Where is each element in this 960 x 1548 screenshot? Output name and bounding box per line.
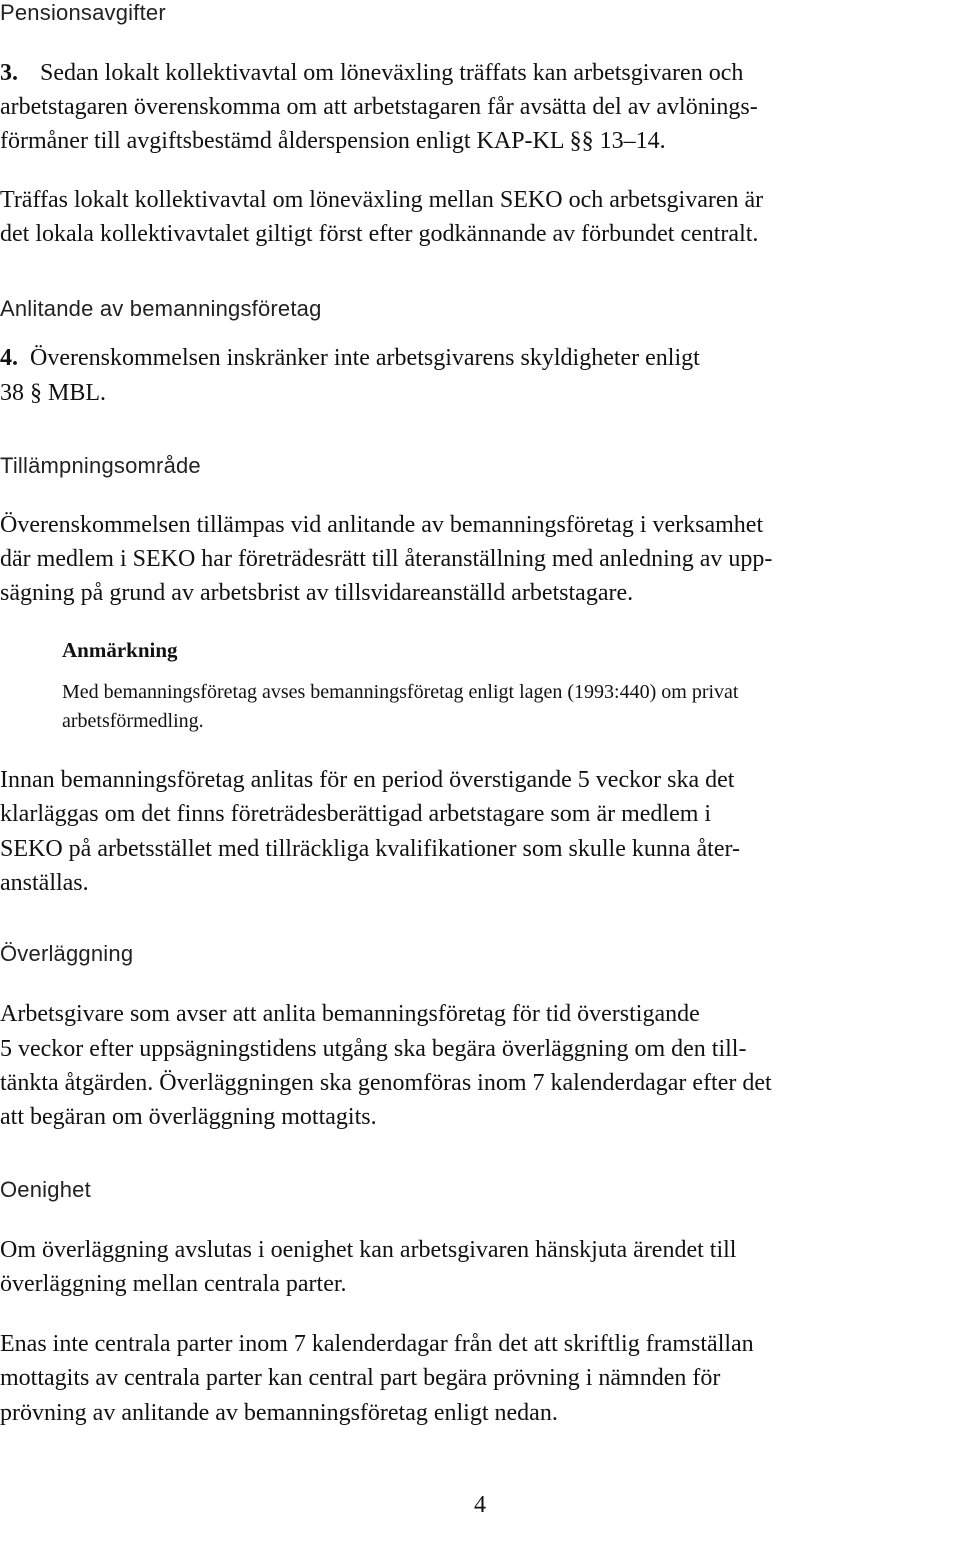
disagree-para2-line-1: Enas inte centrala parter inom 7 kalenderdagar från det att skriftlig framställan <box>0 1331 754 1357</box>
consult-para-line-4: att begäran om överläggning mottagits. <box>0 1104 377 1130</box>
scope-para-line-3: sägning på grund av arbetsbrist av tillsvidareanställd arbetstagare. <box>0 580 634 606</box>
heading-oenighet: Oenighet <box>0 1177 91 1202</box>
scope-para2-line-4: anställas. <box>0 870 89 896</box>
item-4-line-2: 38 § MBL. <box>0 380 107 406</box>
item-3-number: 3. <box>0 60 18 86</box>
disagree-para-line-1: Om överläggning avslutas i oenighet kan arbetsgivaren hänskjuta ärendet till <box>0 1237 737 1263</box>
scope-para2-line-1: Innan bemanningsföretag anlitas för en period överstigande 5 veckor ska det <box>0 767 735 793</box>
consult-para-line-3: tänkta åtgärden. Överläggningen ska genomföras inom 7 kalenderdagar efter det <box>0 1070 772 1096</box>
item-4-line-1: 4. Överenskommelsen inskränker inte arbetsgivarens skyldigheter enligt <box>0 345 700 371</box>
pension-para-line-2: det lokala kollektivavtalet giltigt först efter godkännande av förbundet centralt. <box>0 221 759 247</box>
scope-para2-line-2: klarläggas om det finns företrädesberättigad arbetstagare som är medlem i <box>0 801 712 827</box>
scope-para2-line-3: SEKO på arbetsstället med tillräckliga kvalifikationer som skulle kunna åter- <box>0 836 740 862</box>
item-3-line-1: 3. Sedan lokalt kollektivavtal om löneväxling träffats kan arbetsgivaren och <box>0 60 744 86</box>
disagree-para2-line-2: mottagits av centrala parter kan central part begära prövning i nämnden för <box>0 1365 721 1391</box>
consult-para-line-2: 5 veckor efter uppsägningstidens utgång ska begära överläggning om den till- <box>0 1036 747 1062</box>
item-4-number: 4. <box>0 345 18 371</box>
pension-para-line-1: Träffas lokalt kollektivavtal om löneväxling mellan SEKO och arbetsgivaren är <box>0 187 764 213</box>
scope-para-line-2: där medlem i SEKO har företrädesrätt till återanställning med anledning av upp- <box>0 546 773 572</box>
heading-anlitande: Anlitande av bemanningsföretag <box>0 296 322 321</box>
item-3-line-3: förmåner till avgiftsbestämd ålderspension enligt KAP-KL §§ 13–14. <box>0 128 666 154</box>
heading-overlaggning: Överläggning <box>0 941 134 966</box>
item-3-line-2: arbetstagaren överenskomma om att arbetstagaren får avsätta del av avlönings- <box>0 94 758 120</box>
scope-para-line-1: Överenskommelsen tillämpas vid anlitande av bemanningsföretag i verksamhet <box>0 512 764 538</box>
disagree-para-line-2: överläggning mellan centrala parter. <box>0 1271 347 1297</box>
disagree-para2-line-3: prövning av anlitande av bemanningsföretag enligt nedan. <box>0 1400 558 1426</box>
note-line-2: arbetsförmedling. <box>62 710 204 732</box>
page-number: 4 <box>474 1492 486 1518</box>
note-line-1: Med bemanningsföretag avses bemanningsföretag enligt lagen (1993:440) om privat <box>62 681 739 703</box>
heading-tillampningsomrade: Tillämpningsområde <box>0 453 201 478</box>
consult-para-line-1: Arbetsgivare som avser att anlita bemanningsföretag för tid överstigande <box>0 1001 700 1027</box>
note-heading: Anmärkning <box>62 638 178 662</box>
heading-pensionsavgifter: Pensionsavgifter <box>0 0 166 25</box>
